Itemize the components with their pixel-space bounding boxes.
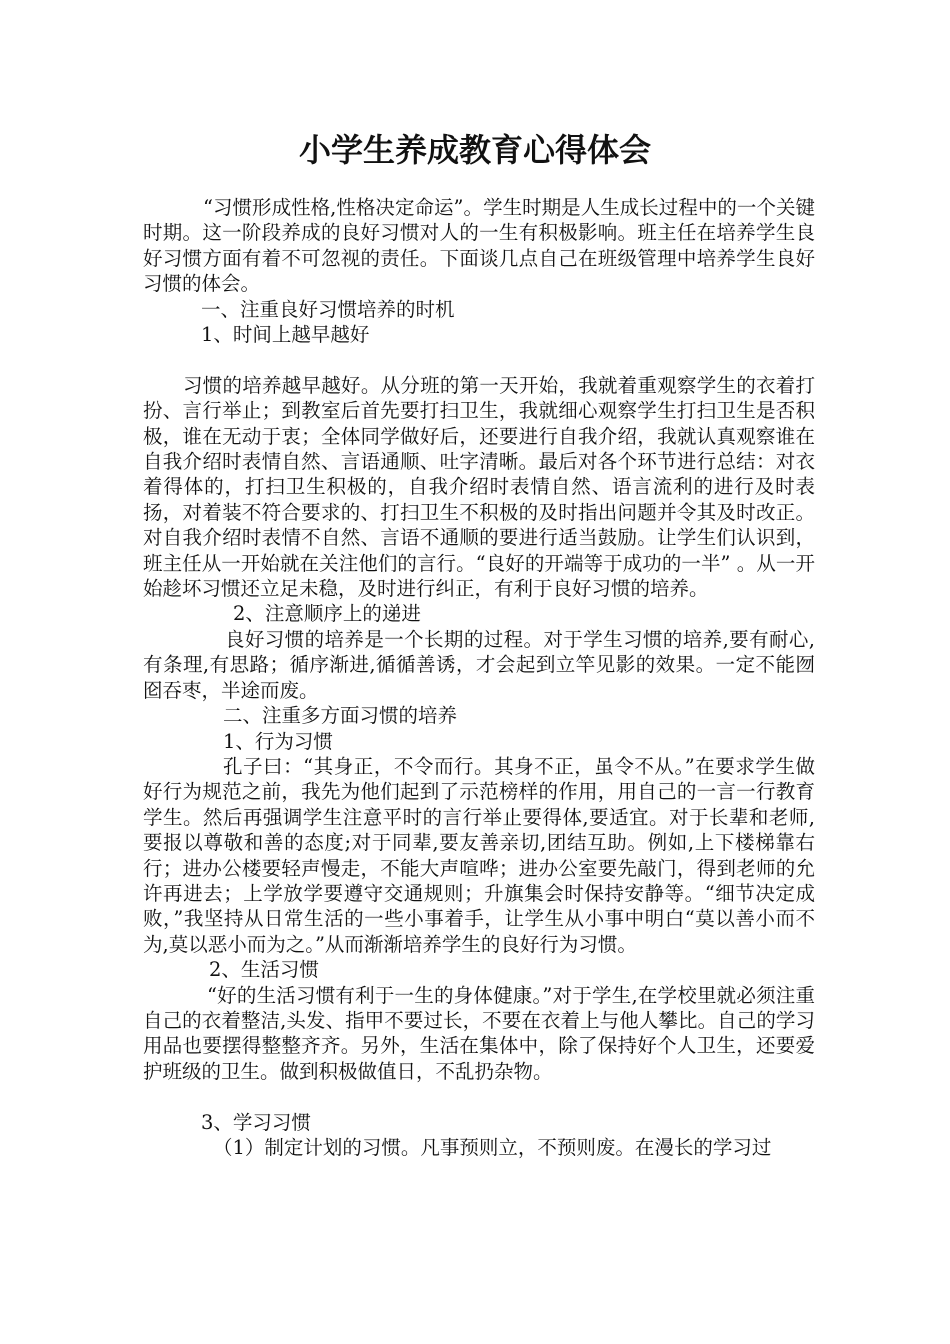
subsection-heading-1-2: 2、注意顺序上的递进	[233, 602, 421, 626]
subsection-heading-1-1: 1、时间上越早越好	[201, 323, 370, 347]
section-heading-2: 二、注重多方面习惯的培养	[223, 704, 458, 728]
paragraph-study-plan: （1）制定计划的习惯。凡事预则立，不预则废。在漫长的学习过	[213, 1136, 772, 1159]
subsection-heading-2-2: 2、生活习惯	[209, 958, 319, 982]
blank-line	[143, 347, 815, 372]
section-heading-1: 一、注重良好习惯培养的时机	[201, 297, 455, 321]
blank-line	[143, 1084, 815, 1109]
subsection-heading-2-3: 3、学习习惯	[201, 1110, 311, 1134]
document-title: 小学生养成教育心得体会	[298, 131, 651, 169]
paragraph-order: 良好习惯的培养是一个长期的过程。对于学生习惯的培养,要有耐心,有条理,有思路；循序渐进,循循善诱，才会起到立竿见影的效果。一定不能囫囵吞枣，半途而废。	[143, 627, 815, 702]
paragraph-intro: “习惯形成性格,性格决定命运”。学生时期是人生成长过程中的一个关键时期。这一阶段养成的良好习惯对人的一生有积极影响。班主任在培养学生良好习惯方面有着不可忽视的责任。下面谈几点自己在班级管理中培养学生良好习惯的体会。	[143, 196, 815, 296]
document-body	[143, 195, 815, 1160]
paragraph-life-habits: “好的生活习惯有利于一生的身体健康。”对于学生,在学校里就必须注重自己的衣着整洁,头发、指甲不要过长，不要在衣着上与他人攀比。自己的学习用品也要摆得整整齐齐。另外，生活在集体中，除了保持好个人卫生，还要爱护班级的卫生。做到积极做值日，不乱扔杂物。	[143, 983, 815, 1083]
paragraph-timing: 习惯的培养越早越好。从分班的第一天开始，我就着重观察学生的衣着打扮、言行举止；到教室后首先要打扫卫生，我就细心观察学生打扫卫生是否积极，谁在无动于衷；全体同学做好后，还要进行自我介绍，我就认真观察谁在自我介绍时表情自然、言语通顺、吐字清晰。最后对各个环节进行总结：对衣着得体的，打扫卫生积极的，自我介绍时表情自然、语言流利的进行及时表扬，对着装不符合要求的、打扫卫生不积极的及时指出问题并令其及时改正。对自我介绍时表情不自然、言语不通顺的要进行适当鼓励。让学生们认识到，班主任从一开始就在关注他们的言行。“良好的开端等于成功的一半” 。从一开始趁坏习惯还立足未稳，及时进行纠正，有利于良好习惯的培养。	[143, 373, 815, 601]
paragraph-behavior: 孔子曰：“其身正，不令而行。其身不正，虽令不从。”在要求学生做好行为规范之前，我先为他们起到了示范榜样的作用，用自己的一言一行教育学生。然后再强调学生注意平时的言行举止要得体,要适宜。对于长辈和老师,要报以尊敬和善的态度;对于同辈,要友善亲切,团结互助。例如,上下楼梯靠右行；进办公楼要轻声慢走，不能大声喧哗；进办公室要先敲门，得到老师的允许再进去；上学放学要遵守交通规则；升旗集会时保持安静等。“细节决定成败，”我坚持从日常生活的一些小事着手，让学生从小事中明白“莫以善小而不为,莫以恶小而为之。”从而渐渐培养学生的良好行为习惯。	[143, 754, 815, 956]
subsection-heading-2-1: 1、行为习惯	[223, 729, 333, 753]
